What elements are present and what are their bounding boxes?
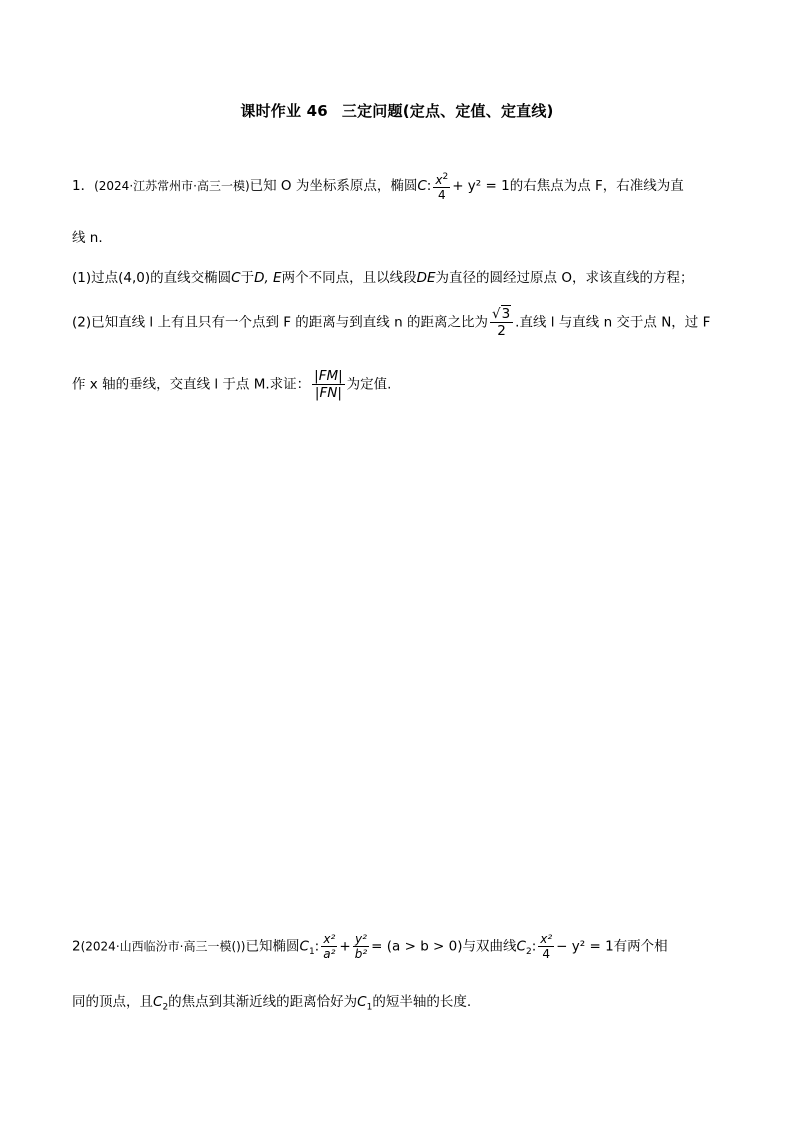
q2-condition: = (a > b > 0) <box>371 938 463 955</box>
q1-line1: 1．(2024·江苏常州市·高三一模)已知 O 为坐标系原点，椭圆C: $\frac{x^2}{4}$ + y² = 1的右焦点为点 F，右准线为直 <box>72 172 684 202</box>
q2-c2: C <box>516 938 526 955</box>
q1-part2-line2 <box>72 368 732 401</box>
q2-line2-c2: C <box>153 994 163 1010</box>
title-sub: 三定问题(定点、定值、定直线) <box>341 102 554 120</box>
q1-text-line2: 线 n. <box>72 230 103 246</box>
q2-number: 2 <box>72 938 81 955</box>
title-main: 课时作业 46 <box>240 102 328 120</box>
q2-frac-hyperbola: $\frac{\text{x²}}{4}$ <box>540 932 553 961</box>
page-title <box>0 100 794 121</box>
q2-text-b: 与双曲线 <box>462 938 517 955</box>
q1-ellipse-name: C <box>417 178 427 194</box>
q1-part1-points: D, E <box>254 270 282 286</box>
q1-part1-text-d: 于 <box>240 270 255 286</box>
q2-line2-text-b: 的焦点到其渐近线的距离恰好为 <box>168 994 358 1010</box>
q1-part2-ratio: $\frac{√3}{2}$ <box>490 306 513 339</box>
q2-line2: 同的顶点，且$C_2$的焦点到其渐近线的距离恰好为$C_1$的短半轴的长度. <box>72 994 472 1013</box>
q2-c1: C <box>299 938 309 955</box>
q1-text-a: 已知 O 为坐标系原点，椭圆 <box>249 178 418 194</box>
q2-frac-x: $\frac{\text{x²}}{\text{a²}}$ <box>323 932 336 961</box>
q1-part1-text-g: 为直径的圆经过原点 O，求该直线的方程； <box>435 270 694 286</box>
q1-part2-text-a: (2)已知直线 l 上有且只有一个点到 F 的距离与到直线 n 的距离之比为 <box>72 314 488 331</box>
q1-part2-text-c: 作 x 轴的垂线，交直线 l 于点 M.求证： <box>72 376 311 393</box>
q1-part1 <box>72 266 732 286</box>
q1-part1-text-a: (1)过点 <box>72 270 119 286</box>
q2-line2-text-c: 的短半轴的长度. <box>372 994 472 1010</box>
q1-part1-text-e: 两个不同点，且以线段 <box>281 270 417 286</box>
q1-part1-segment: DE <box>416 270 436 286</box>
q1-part2-text-b: .直线 l 与直线 n 交于点 N，过 F <box>515 314 711 331</box>
q1-part2-line1 <box>72 306 732 339</box>
q1-ellipse-fraction: $\frac{x^2}{4}$ <box>435 172 449 202</box>
q1-part1-text-b: 的直线交椭圆 <box>150 270 232 286</box>
q1-number: 1． <box>72 178 95 194</box>
q2-text-a: 已知椭圆 <box>245 938 300 955</box>
q2-line2-c1: C <box>357 994 367 1010</box>
q2-source: (2024·山西临汾市·高三一模()) <box>80 939 246 954</box>
q1-part1-ellipse: C <box>231 270 241 286</box>
q1-line2 <box>72 226 732 246</box>
q2-frac-y: $\frac{\text{y²}}{\text{b²}}$ <box>354 932 368 961</box>
q1-text-b: 的右焦点为点 F，右准线为直 <box>509 178 684 194</box>
q2-line1: 2(2024·山西临汾市·高三一模())已知椭圆$C_1$: $\frac{\text{x²}}{\text{a²}}$ + $\frac{\text{y²}}{\text{b²}}$ = (a > b > 0)与双曲线$C_2$: $\frac{\text{x²}}{4}$ − y² = 1有两个相 <box>72 932 668 961</box>
q2-equation-rest: − y² = 1 <box>556 938 614 955</box>
q1-part1-point: (4,0) <box>118 270 151 286</box>
q1-equation-rest: + y² = 1 <box>452 178 510 194</box>
q1-part2-text-d: 为定值. <box>346 376 392 393</box>
q2-text-c: 有两个相 <box>613 938 668 955</box>
q1-source: (2024·江苏常州市·高三一模) <box>94 179 250 193</box>
q2-line2-text-a: 同的顶点，且 <box>72 994 153 1010</box>
q1-part2-fraction: $\frac{|FM|}{|FN|}$ <box>314 368 343 401</box>
